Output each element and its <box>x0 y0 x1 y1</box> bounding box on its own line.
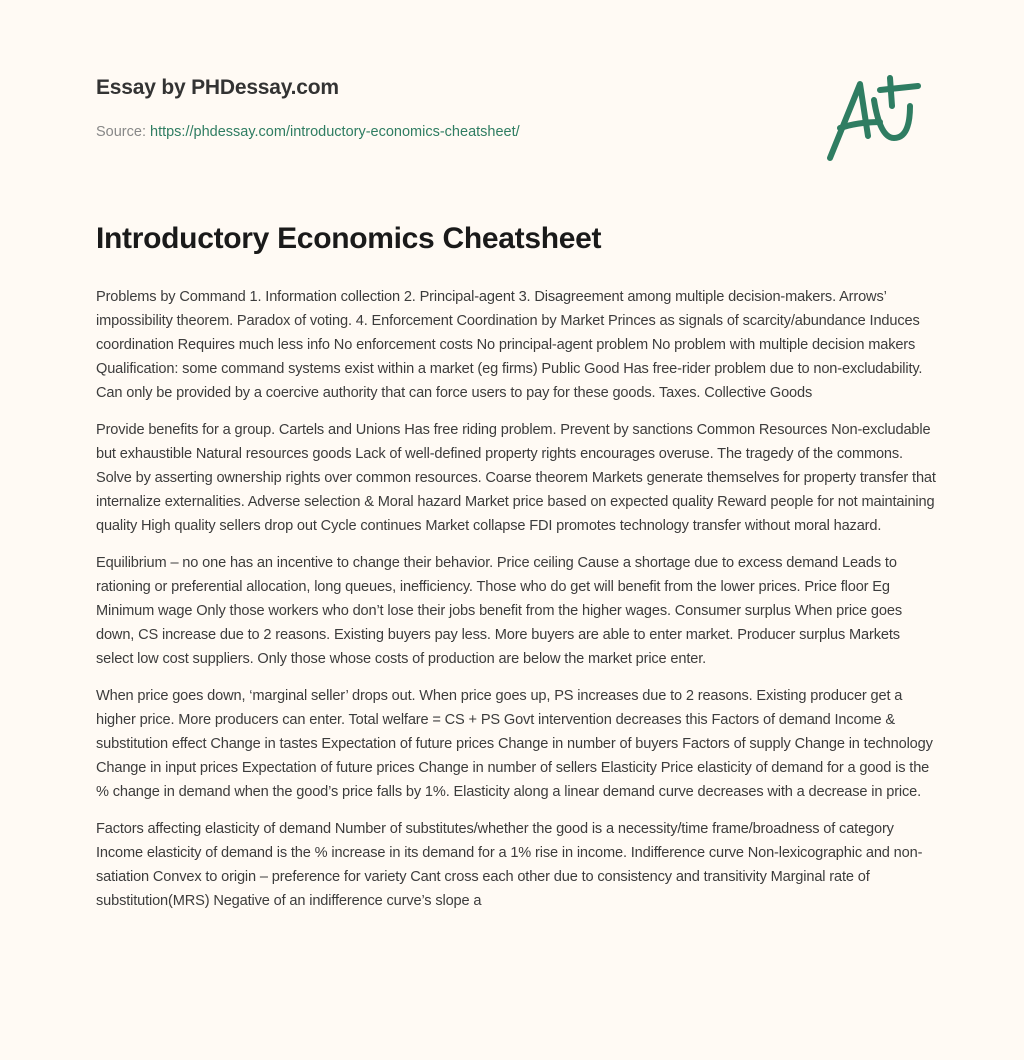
paragraph: Equilibrium – no one has an incentive to change their behavior. Price ceiling Cause a shortage due to excess demand Leads to rationing or preferential allocation, long queues, inefficiency. Those who do get will benefit from the lower prices. Price floor Eg Minimum wage Only those workers who don’t lose their jobs benefit from the higher wages. Consumer surplus When price goes down, CS increase due to 2 reasons. Existing buyers pay less. More buyers are able to enter market. Producer surplus Markets select low cost suppliers. Only those whose costs of production are below the market price enter. <box>96 555 902 667</box>
paragraph: Problems by Command 1. Information collection 2. Principal-agent 3. Disagreement among multiple decision-makers. Arrows’ impossibility theorem. Paradox of voting. 4. Enforcement Coordination by Market Princes as signals of scarcity/abundance Induces coordination Requires much less info No enforcement costs No principal-agent problem No problem with multiple decision makers Qualification: some command systems exist within a market (eg firms) Public Good Has free-rider problem due to non-excludability. Can only be provided by a coercive authority that can force users to pay for these goods. Taxes. Collective Goods <box>96 289 923 401</box>
paragraph: Provide benefits for a group. Cartels and Unions Has free riding problem. Prevent by sanctions Common Resources Non-excludable but exhaustible Natural resources goods Lack of well-defined property rights encourages overuse. The tragedy of the commons. Solve by asserting ownership rights over common resources. Coarse theorem Markets generate themselves for property transfer that internalize externalities. Adverse selection & Moral hazard Market price based on expected quality Reward people for not maintaining quality High quality sellers drop out Cycle continues Market collapse FDI promotes technology transfer without moral hazard. <box>96 422 936 534</box>
article-body <box>96 285 936 926</box>
paragraph: When price goes down, ‘marginal seller’ drops out. When price goes up, PS increases due to 2 reasons. Existing producer get a higher price. More producers can enter. Total welfare = CS + PS Govt intervention decreases this Factors of demand Income & substitution effect Change in tastes Expectation of future prices Change in number of buyers Factors of supply Change in technology Change in input prices Expectation of future prices Change in number of sellers Elasticity Price elasticity of demand for a good is the % change in demand when the good’s price falls by 1%. Elasticity along a linear demand curve decreases with a decrease in price. <box>96 688 933 800</box>
brand-title: Essay by PHDessay.com <box>96 76 339 99</box>
paragraph: Factors affecting elasticity of demand Number of substitutes/whether the good is a necessity/time frame/broadness of category Income elasticity of demand is the % increase in its demand for a 1% rise in income. Indifference curve Non-lexicographic and non-satiation Convex to origin – preference for variety Cant cross each other due to consistency and transitivity Marginal rate of substitution(MRS) Negative of an indifference curve’s slope a <box>96 821 923 909</box>
a-plus-logo <box>818 66 928 166</box>
source-line <box>96 124 520 140</box>
source-label: Source: <box>96 124 150 140</box>
source-link[interactable]: https://phdessay.com/introductory-economics-cheatsheet/ <box>150 124 520 140</box>
page-title: Introductory Economics Cheatsheet <box>96 222 602 255</box>
